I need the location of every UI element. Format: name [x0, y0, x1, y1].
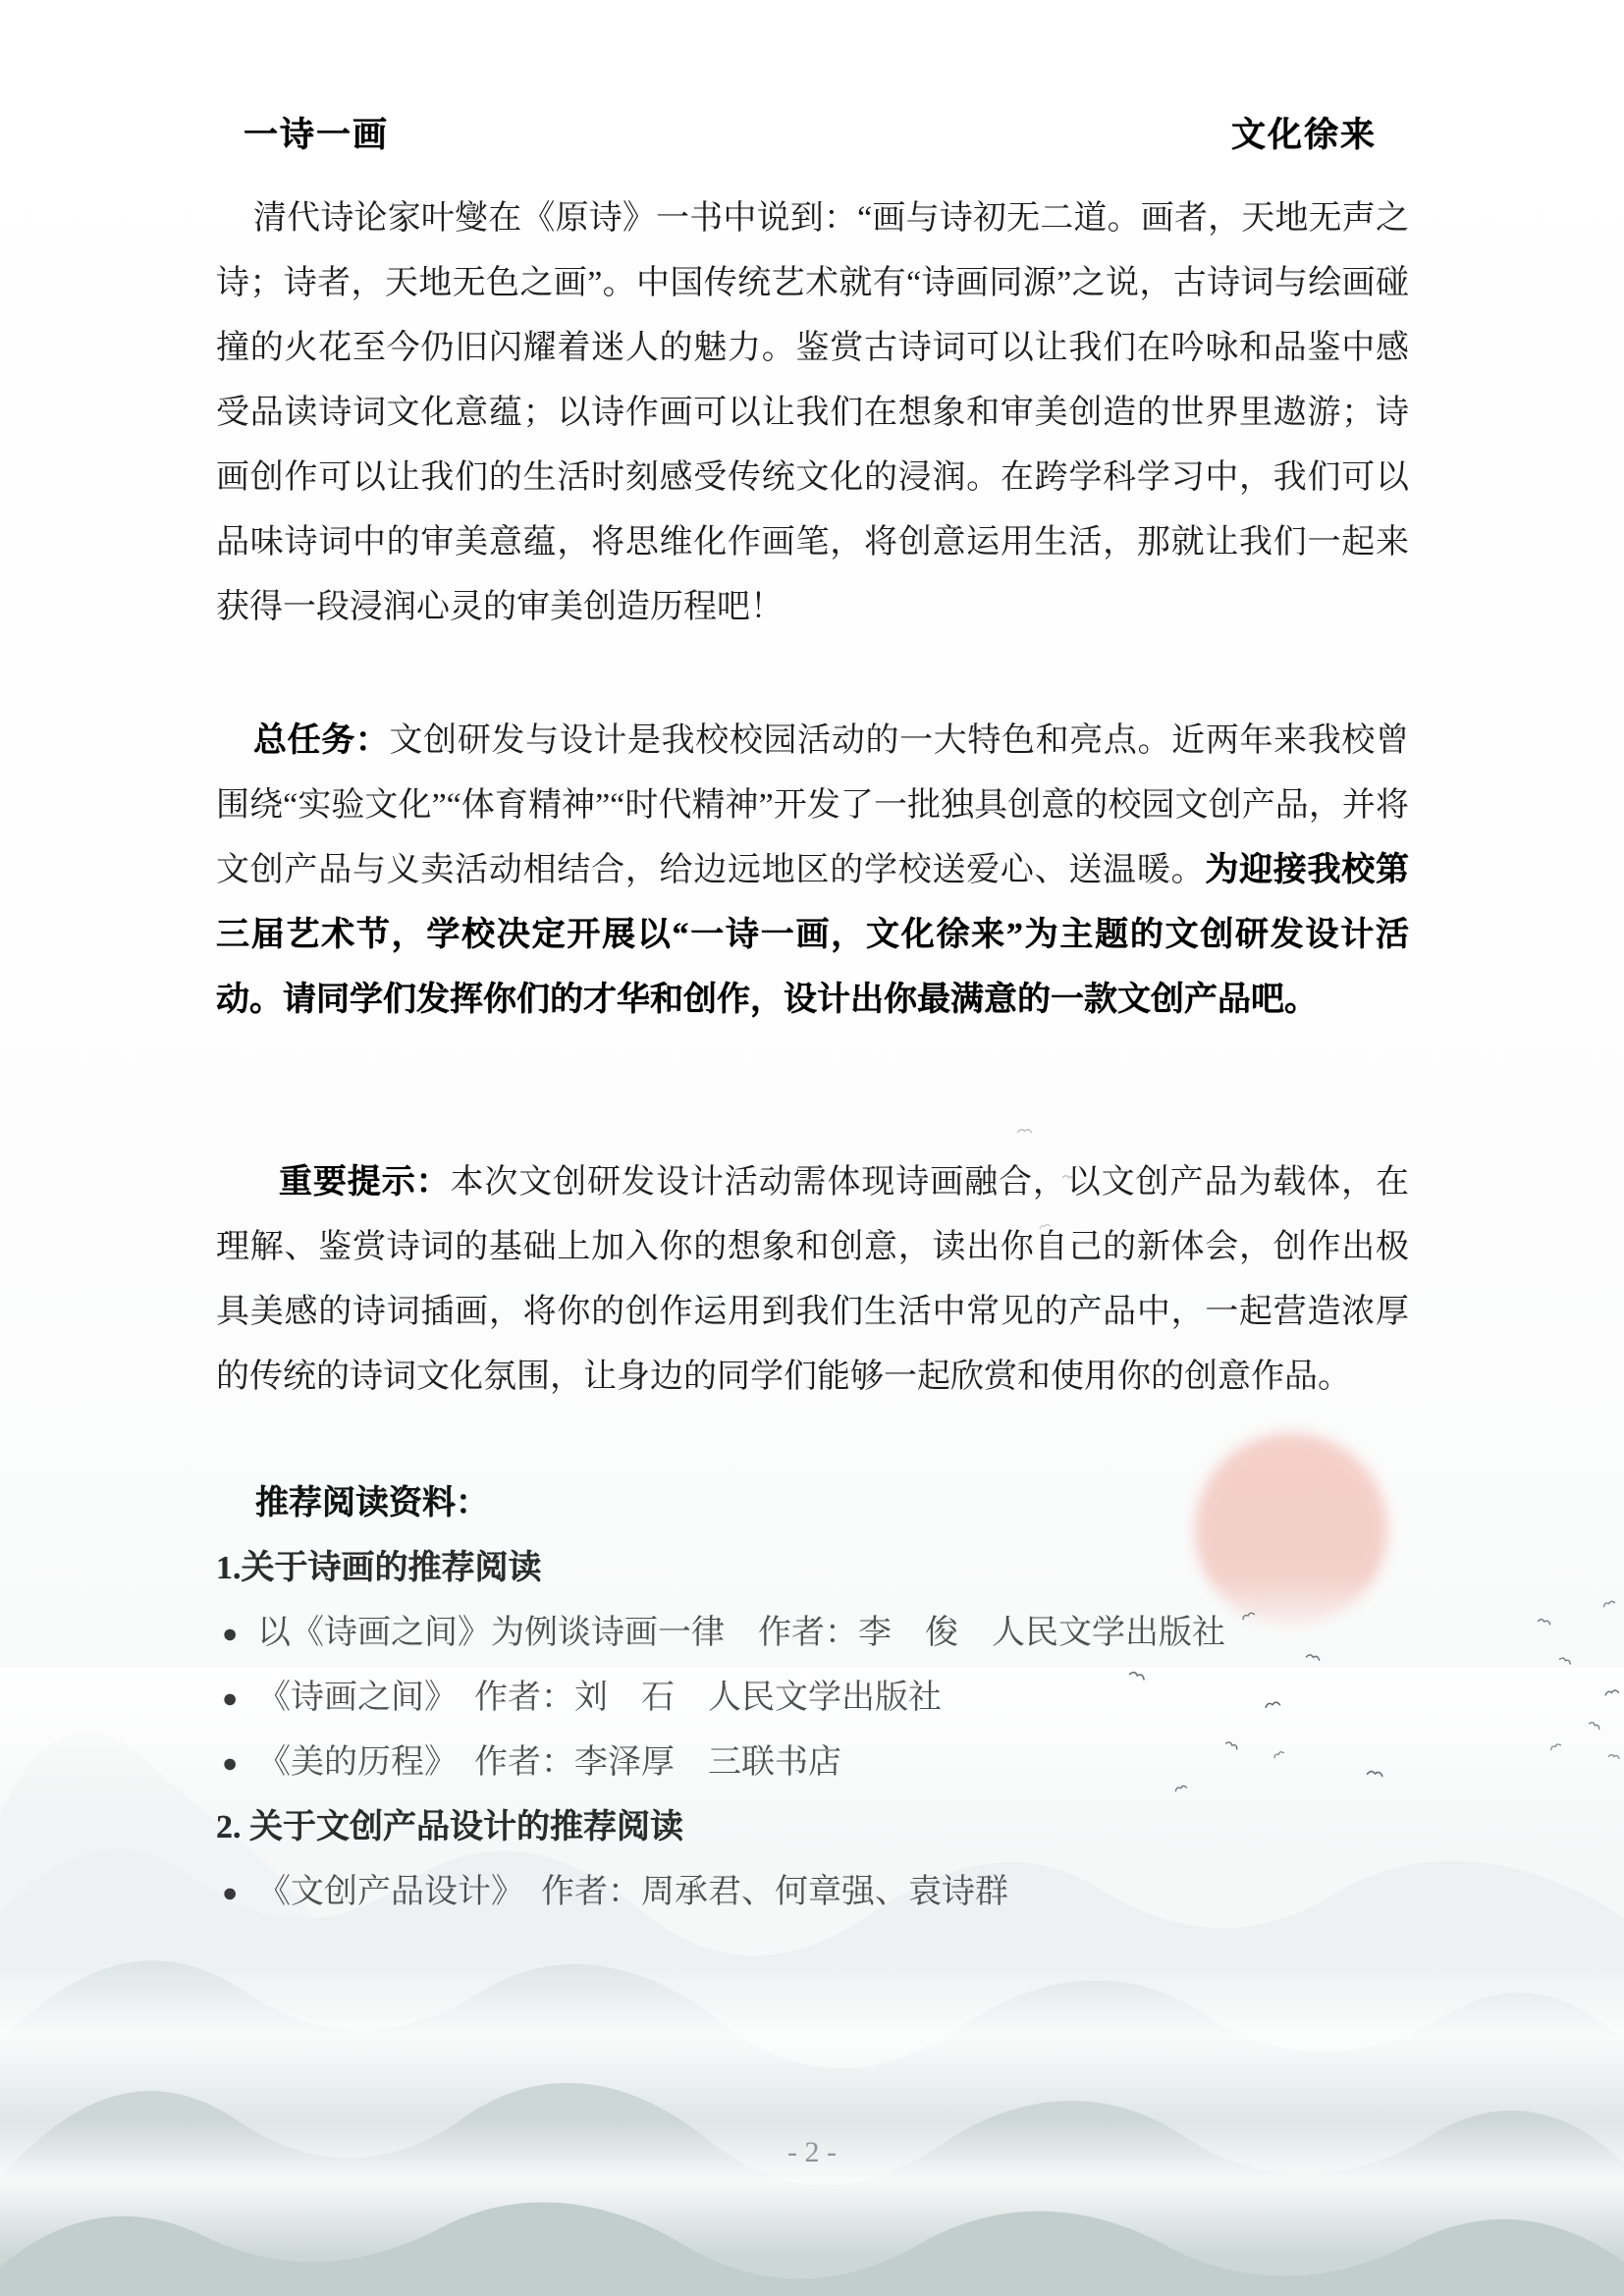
tips-paragraph	[216, 1150, 1409, 1410]
reading-list-item	[216, 1601, 1424, 1666]
bullet-icon: ●	[222, 1683, 239, 1713]
task-emphasis-text: 为迎接我校第三届艺术节，学校决定开展以“一诗一画，文化徐来”为主题的文创研发设计活动。请同学们发挥你们的才华和创作，设计出你最满意的一款文创产品吧。	[216, 852, 1410, 1018]
reading-group-2: 2. 关于文创产品设计的推荐阅读	[216, 1809, 683, 1845]
task-paragraph	[216, 709, 1409, 1033]
header-left-title: 一诗一画	[244, 116, 390, 155]
page-header	[244, 108, 1377, 157]
bird-icon	[1017, 1127, 1032, 1135]
bullet-icon: ●	[222, 1878, 239, 1907]
reading-list-1	[216, 1601, 1424, 1795]
bullet-icon: ●	[222, 1748, 239, 1778]
intro-text: 清代诗论家叶燮在《原诗》一书中说到：“画与诗初无二道。画者，天地无声之诗；诗者，天地无色之画”。中国传统艺术就有“诗画同源”之说，古诗词与绘画碰撞的火花至今仍旧闪耀着迷人的魅力。鉴赏古诗词可以让我们在吟咏和品鉴中感受品读诗词文化意蕴；以诗作画可以让我们在想象和审美创造的世界里遨游；诗画创作可以让我们的生活时刻感受传统文化的浸润。在跨学科学习中，我们可以品味诗词中的审美意蕴，将思维化作画笔，将创意运用生活，那就让我们一起来获得一段浸润心灵的审美创造历程吧！	[216, 200, 1409, 625]
reading-list-item	[216, 1860, 1424, 1925]
reading-list-2	[216, 1860, 1424, 1925]
reading-item-text: 《诗画之间》 作者：刘 石 人民文学出版社	[257, 1680, 942, 1716]
reading-heading: 推荐阅读资料：	[255, 1485, 489, 1522]
bullet-icon: ●	[222, 1619, 239, 1648]
bird-icon	[1558, 1655, 1573, 1666]
reading-list-item	[216, 1731, 1424, 1795]
reading-item-text: 《文创产品设计》 作者：周承君、何章强、袁诗群	[257, 1874, 1008, 1910]
reading-group-1: 1.关于诗画的推荐阅读	[216, 1550, 542, 1586]
task-text: 文创研发与设计是我校校园活动的一大特色和亮点。近两年来我校曾围绕“实验文化”“体育精神”“时代精神”开发了一批独具创意的校园文创产品，并将文创产品与义卖活动相结合，给边远地区的学校送爱心、送温暖。	[216, 722, 1409, 888]
intro-paragraph	[216, 187, 1409, 640]
reading-item-text: 《美的历程》 作者：李泽厚 三联书店	[257, 1744, 841, 1781]
page-footer	[0, 2136, 1624, 2169]
reading-section	[216, 1471, 1424, 1925]
page-number: - 2 -	[787, 2136, 837, 2168]
tips-text: 本次文创研发设计活动需体现诗画融合，以文创产品为载体，在理解、鉴赏诗词的基础上加入你的想象和创意，读出你自己的新体会，创作出极具美感的诗词插画，将你的创作运用到我们生活中常见的产品中，一起营造浓厚的传统的诗词文化氛围，让身边的同学们能够一起欣赏和使用你的创意作品。	[216, 1164, 1409, 1395]
bird-icon	[1537, 1616, 1551, 1627]
header-right-title: 文化徐来	[1230, 116, 1377, 155]
reading-list-item	[216, 1666, 1424, 1731]
tips-label: 重要提示：	[279, 1164, 451, 1201]
task-label: 总任务：	[253, 722, 390, 759]
reading-item-text: 以《诗画之间》为例谈诗画一律 作者：李 俊 人民文学出版社	[257, 1615, 1225, 1651]
bird-icon	[1601, 1598, 1615, 1609]
